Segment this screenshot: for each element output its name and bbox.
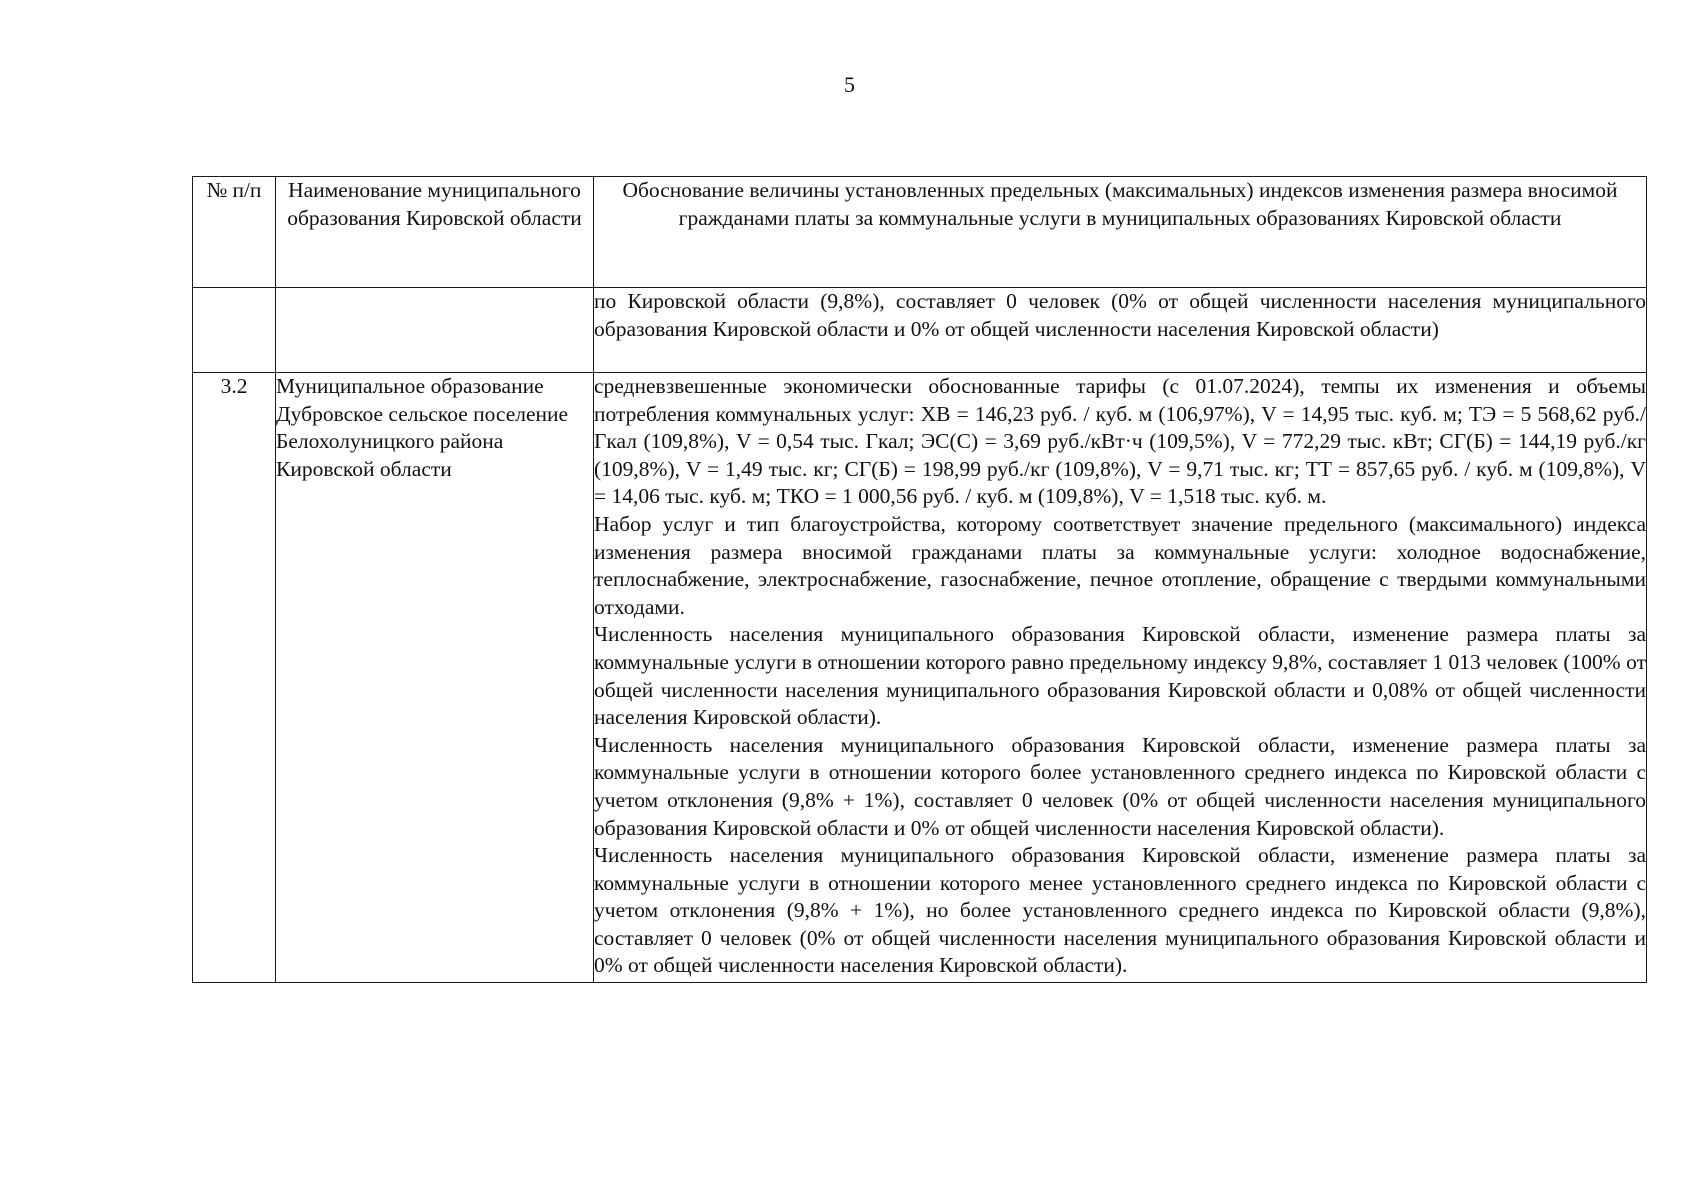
table-row-continuation <box>193 288 1647 373</box>
header-basis: Обоснование величины установленных предельных (максимальных) индексов изменения размера вносимой гражданами платы за коммунальные услуги в муниципальных образованиях Кировской области <box>594 177 1647 288</box>
cell-name: Муниципальное образование Дубровское сельское поселение Белохолуницкого района Кировской области <box>276 373 594 983</box>
services-paragraph: Набор услуг и тип благоустройства, которому соответствует значение предельного (максимального) индекса изменения размера вносимой гражданами платы за коммунальные услуги: холодное водоснабжение, теплоснабжение, электроснабжение, газоснабжение, печное отопление, обращение с твердыми коммунальными отходами. <box>594 511 1646 619</box>
cell-num: 3.2 <box>193 373 276 983</box>
table-header-row <box>193 177 1647 288</box>
cell-basis <box>594 288 1647 373</box>
cell-name <box>276 288 594 373</box>
tariff-index-table <box>192 176 1647 983</box>
table-row-3-2 <box>193 373 1647 983</box>
cell-basis <box>594 373 1647 983</box>
basis-paragraph: по Кировской области (9,8%), составляет 0 человек (0% от общей численности населения муниципального образования Кировской области и 0% от общей численности населения Кировской области) <box>594 289 1646 341</box>
header-municipality-name: Наименование муниципального образования Кировской области <box>276 177 594 288</box>
population-equal-paragraph: Численность населения муниципального образования Кировской области, изменение размера платы за коммунальные услуги в отношении которого равно предельному индексу 9,8%, составляет 1 013 человек (100% от общей численности населения муниципального образования Кировской области и 0,08% от общей численности населения Кировской области). <box>594 622 1646 730</box>
header-num: № п/п <box>193 177 276 288</box>
cell-num <box>193 288 276 373</box>
page-number: 5 <box>844 72 855 97</box>
population-between-paragraph: Численность населения муниципального образования Кировской области, изменение размера платы за коммунальные услуги в отношении которого менее установленного среднего индекса по Кировской области с учетом отклонения (9,8% + 1%), но более установленного среднего индекса по Кировской области (9,8%), составляет 0 человек (0% от общей численности населения муниципального образования Кировской области и 0% от общей численности населения Кировской области). <box>594 843 1646 978</box>
population-above-paragraph: Численность населения муниципального образования Кировской области, изменение размера платы за коммунальные услуги в отношении которого более установленного среднего индекса по Кировской области с учетом отклонения (9,8% + 1%), составляет 0 человек (0% от общей численности населения муниципального образования Кировской области и 0% от общей численности населения Кировской области). <box>594 732 1646 840</box>
tariffs-paragraph: средневзвешенные экономически обоснованные тарифы (с 01.07.2024), темпы их изменения и объемы потребления коммунальных услуг: ХВ = 146,23 руб. / куб. м (106,97%), V = 14,95 тыс. куб. м; ТЭ = 5 568,62 руб./Гкал (109,8%), V = 0,54 тыс. Гкал; ЭС(С) = 3,69 руб./кВт·ч (109,5%), V = 772,29 тыс. кВт; СГ(Б) = 144,19 руб./кг (109,8%), V = 1,49 тыс. кг; СГ(Б) = 198,99 руб./кг (109,8%), V = 9,71 тыс. кг; ТТ = 857,65 руб. / куб. м (109,8%), V = 14,06 тыс. куб. м; ТКО = 1 000,56 руб. / куб. м (109,8%), V = 1,518 тыс. куб. м. <box>594 374 1646 509</box>
